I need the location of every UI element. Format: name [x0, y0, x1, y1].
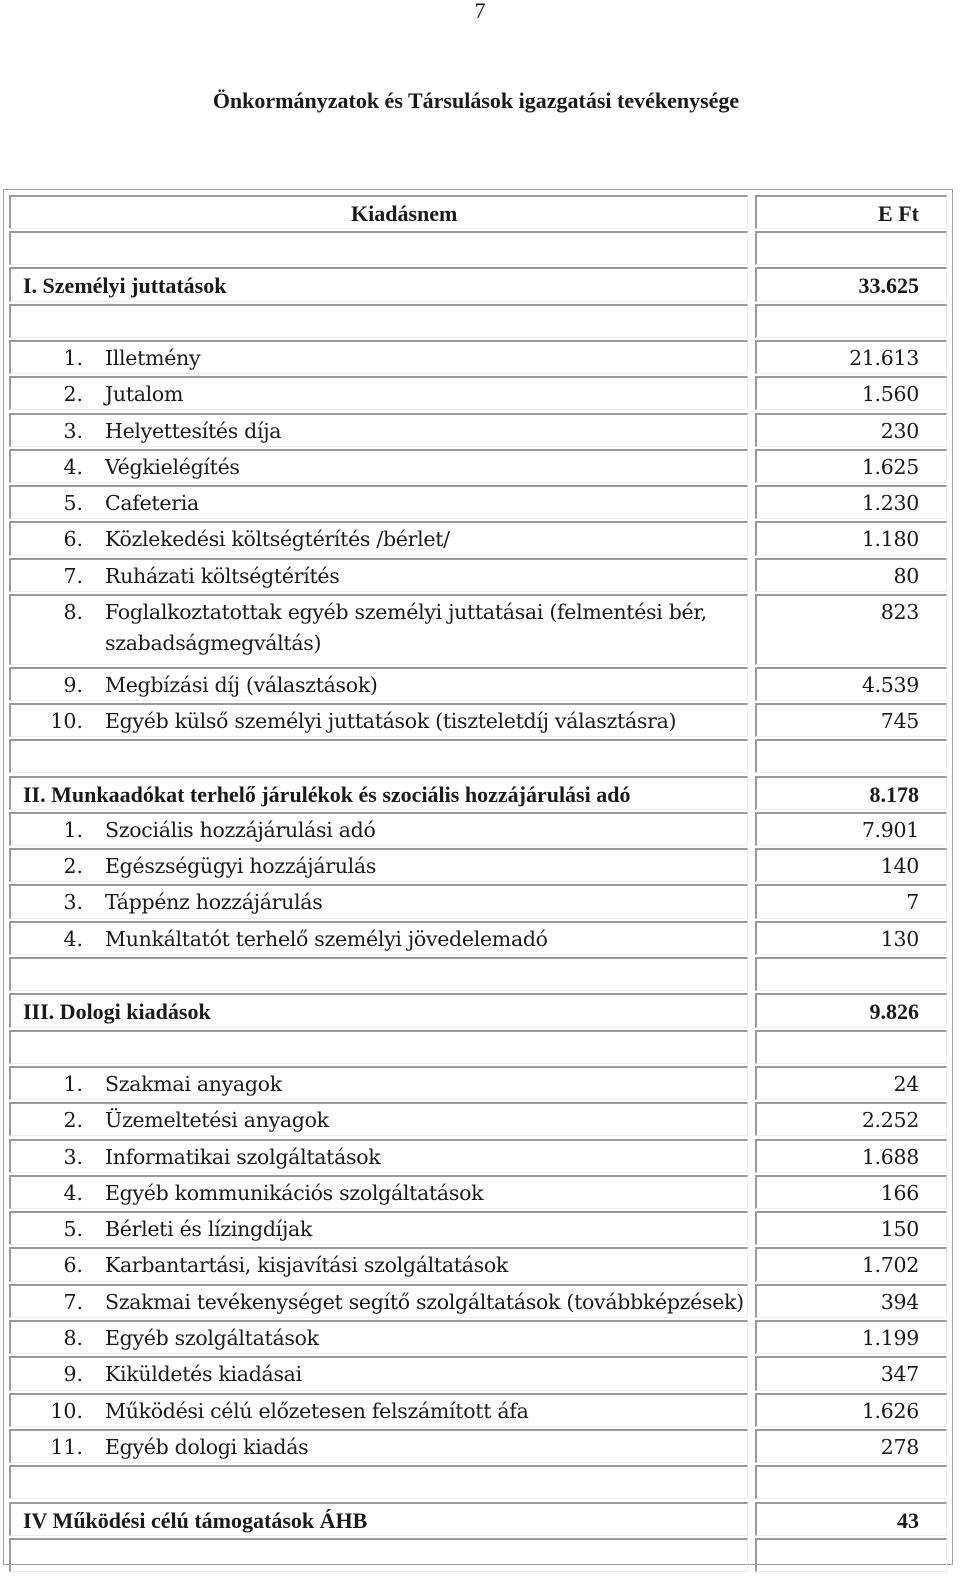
value-cell	[755, 594, 947, 665]
item-number: 3.	[63, 890, 83, 915]
item-label: Szakmai tevékenységet segítő szolgáltatások (továbbképzések)	[105, 1289, 744, 1314]
desc-cell	[9, 884, 748, 918]
section-total: 9.826	[869, 999, 919, 1025]
item-label: Helyettesítés díja	[105, 418, 282, 443]
item-value: 7	[906, 890, 919, 915]
table-row	[4, 1211, 952, 1245]
value-cell	[755, 1066, 947, 1100]
item-value: 1.199	[861, 1326, 919, 1350]
value-cell	[755, 449, 947, 483]
table-row	[4, 1102, 952, 1136]
item-number: 9.	[63, 1362, 83, 1387]
item-label: Működési célú előzetesen felszámított áfa	[105, 1398, 529, 1423]
document-title: Önkormányzatok és Társulások igazgatási tevékenysége	[212, 88, 740, 113]
value-cell	[755, 739, 947, 773]
table-row	[4, 921, 952, 955]
item-number: 8.	[63, 600, 83, 624]
section-row	[4, 993, 952, 1027]
value-cell	[755, 1102, 947, 1136]
value-cell	[755, 1356, 947, 1390]
section-total: 43	[897, 1507, 919, 1533]
section-title: I. Személyi juttatások	[23, 273, 227, 299]
table-row	[4, 376, 952, 410]
item-value: 80	[893, 563, 919, 588]
value-cell	[755, 413, 947, 447]
table-row	[4, 812, 952, 846]
item-value: 4.539	[861, 672, 919, 697]
desc-cell	[9, 1465, 748, 1499]
item-label: Szociális hozzájárulási adó	[105, 817, 376, 842]
item-label: Ruházati költségtérítés	[105, 563, 340, 588]
item-value: 21.613	[849, 345, 919, 370]
item-label-continued: szabadságmegváltás)	[105, 631, 322, 655]
item-number: 7.	[63, 563, 83, 588]
table-row	[4, 884, 952, 918]
item-number: 1.	[63, 345, 83, 370]
blank-row	[4, 304, 952, 338]
value-cell	[755, 1429, 947, 1463]
item-number: 6.	[63, 1253, 83, 1278]
value-cell	[755, 776, 947, 810]
desc-cell	[9, 1211, 748, 1245]
desc-cell	[9, 376, 748, 410]
item-number: 11.	[50, 1434, 83, 1459]
table-row	[4, 485, 952, 519]
value-cell	[755, 1139, 947, 1173]
value-cell	[755, 1175, 947, 1209]
table-row	[4, 340, 952, 374]
item-label: Egyéb szolgáltatások	[105, 1326, 319, 1350]
item-number: 1.	[63, 1071, 83, 1096]
item-label: Cafeteria	[105, 491, 199, 516]
blank-row	[4, 1030, 952, 1064]
desc-cell	[9, 1356, 748, 1390]
desc-cell	[9, 485, 748, 519]
desc-cell	[9, 340, 748, 374]
item-label: Illetmény	[105, 345, 201, 370]
item-label: Foglalkoztatottak egyéb személyi juttatásai (felmentési bér,	[105, 600, 707, 624]
header-desc-cell	[9, 195, 748, 229]
item-number: 10.	[50, 1398, 83, 1423]
item-label: Bérleti és lízingdíjak	[105, 1217, 313, 1242]
table-header-row	[4, 195, 952, 229]
item-value: 394	[880, 1289, 919, 1314]
value-cell	[755, 340, 947, 374]
item-value: 140	[880, 854, 919, 879]
desc-cell	[9, 413, 748, 447]
section-row	[4, 776, 952, 810]
table-row	[4, 1356, 952, 1390]
value-cell	[755, 884, 947, 918]
desc-cell	[9, 449, 748, 483]
value-cell	[755, 848, 947, 882]
value-cell	[755, 1393, 947, 1427]
value-cell	[755, 1284, 947, 1318]
section-total: 8.178	[869, 781, 919, 807]
table-row	[4, 1175, 952, 1209]
blank-row	[4, 1538, 952, 1572]
desc-cell	[9, 594, 748, 665]
page-number: 7	[474, 0, 486, 23]
desc-cell	[9, 739, 748, 773]
section-title: II. Munkaadókat terhelő járulékok és szociális hozzájárulási adó	[23, 781, 631, 807]
desc-cell	[9, 776, 748, 810]
item-label: Egyéb dologi kiadás	[105, 1434, 309, 1459]
header-eft: E Ft	[878, 201, 919, 226]
value-cell	[755, 1320, 947, 1354]
table-row	[4, 1247, 952, 1281]
desc-cell	[9, 667, 748, 701]
desc-cell	[9, 1502, 748, 1536]
item-value: 130	[880, 926, 919, 951]
item-value: 1.702	[861, 1253, 919, 1278]
value-cell	[755, 1502, 947, 1536]
item-number: 7.	[63, 1289, 83, 1314]
desc-cell	[9, 848, 748, 882]
blank-row	[4, 739, 952, 773]
item-number: 10.	[50, 708, 83, 733]
value-cell	[755, 485, 947, 519]
item-number: 6.	[63, 527, 83, 552]
item-value: 745	[880, 708, 919, 733]
value-cell	[755, 267, 947, 301]
desc-cell	[9, 957, 748, 991]
desc-cell	[9, 1102, 748, 1136]
value-cell	[755, 1465, 947, 1499]
header-kiadasnem: Kiadásnem	[351, 201, 458, 226]
item-label: Üzemeltetési anyagok	[105, 1108, 329, 1133]
value-cell	[755, 1538, 947, 1572]
desc-cell	[9, 1393, 748, 1427]
item-label: Egyéb kommunikációs szolgáltatások	[105, 1180, 484, 1205]
value-cell	[755, 304, 947, 338]
item-label: Egészségügyi hozzájárulás	[105, 854, 377, 879]
item-value: 1.688	[861, 1144, 919, 1169]
table-row	[4, 667, 952, 701]
table-row	[4, 558, 952, 592]
value-cell	[755, 1030, 947, 1064]
item-number: 9.	[63, 672, 83, 697]
table-row	[4, 703, 952, 737]
item-value: 230	[880, 418, 919, 443]
table-row	[4, 1429, 952, 1463]
blank-row	[4, 231, 952, 265]
item-number: 5.	[63, 1217, 83, 1242]
section-title: IV Működési célú támogatások ÁHB	[23, 1507, 368, 1533]
desc-cell	[9, 1030, 748, 1064]
desc-cell	[9, 1247, 748, 1281]
desc-cell	[9, 1066, 748, 1100]
item-value: 7.901	[861, 817, 919, 842]
item-label: Munkáltatót terhelő személyi jövedelemadó	[105, 926, 548, 951]
header-val-cell	[755, 195, 947, 229]
desc-cell	[9, 921, 748, 955]
desc-cell	[9, 812, 748, 846]
item-number: 3.	[63, 1144, 83, 1169]
table-row	[4, 521, 952, 555]
item-value: 1.560	[861, 382, 919, 407]
section-title: III. Dologi kiadások	[23, 999, 211, 1025]
item-label: Jutalom	[105, 382, 184, 407]
expense-table	[3, 189, 953, 1565]
item-label: Informatikai szolgáltatások	[105, 1144, 381, 1169]
item-value: 347	[880, 1362, 919, 1387]
value-cell	[755, 703, 947, 737]
table-row	[4, 1393, 952, 1427]
item-number: 5.	[63, 491, 83, 516]
value-cell	[755, 231, 947, 265]
desc-cell	[9, 1429, 748, 1463]
item-number: 2.	[63, 854, 83, 879]
value-cell	[755, 521, 947, 555]
item-value: 24	[893, 1071, 919, 1096]
item-value: 1.230	[861, 491, 919, 516]
item-number: 2.	[63, 382, 83, 407]
item-value: 1.625	[861, 454, 919, 479]
desc-cell	[9, 558, 748, 592]
value-cell	[755, 376, 947, 410]
desc-cell	[9, 703, 748, 737]
item-value: 278	[880, 1434, 919, 1459]
value-cell	[755, 558, 947, 592]
item-value: 166	[880, 1180, 919, 1205]
desc-cell	[9, 1284, 748, 1318]
item-number: 8.	[63, 1326, 83, 1350]
item-number: 4.	[63, 1180, 83, 1205]
item-value: 1.626	[861, 1398, 919, 1423]
item-number: 2.	[63, 1108, 83, 1133]
item-label: Kiküldetés kiadásai	[105, 1362, 302, 1387]
item-number: 4.	[63, 926, 83, 951]
table-row	[4, 1066, 952, 1100]
desc-cell	[9, 1139, 748, 1173]
table-row	[4, 594, 952, 665]
blank-row	[4, 1465, 952, 1499]
desc-cell	[9, 304, 748, 338]
item-value: 823	[880, 600, 919, 624]
item-number: 3.	[63, 418, 83, 443]
blank-row	[4, 957, 952, 991]
table-row	[4, 1284, 952, 1318]
value-cell	[755, 667, 947, 701]
desc-cell	[9, 267, 748, 301]
value-cell	[755, 812, 947, 846]
desc-cell	[9, 1538, 748, 1572]
item-label: Megbízási díj (választások)	[105, 672, 378, 697]
desc-cell	[9, 1175, 748, 1209]
item-value: 150	[880, 1217, 919, 1242]
item-label: Szakmai anyagok	[105, 1071, 282, 1096]
item-label: Egyéb külső személyi juttatások (tiszteletdíj választásra)	[105, 708, 677, 733]
section-total: 33.625	[858, 273, 919, 299]
value-cell	[755, 1247, 947, 1281]
item-value: 1.180	[861, 527, 919, 552]
item-label: Táppénz hozzájárulás	[105, 890, 323, 915]
value-cell	[755, 921, 947, 955]
table-row	[4, 449, 952, 483]
value-cell	[755, 957, 947, 991]
value-cell	[755, 1211, 947, 1245]
table-row	[4, 1139, 952, 1173]
desc-cell	[9, 993, 748, 1027]
item-number: 4.	[63, 454, 83, 479]
item-number: 1.	[63, 817, 83, 842]
item-value: 2.252	[861, 1108, 919, 1133]
desc-cell	[9, 1320, 748, 1354]
item-label: Karbantartási, kisjavítási szolgáltatások	[105, 1253, 509, 1278]
item-label: Közlekedési költségtérítés /bérlet/	[105, 527, 450, 552]
table-row	[4, 848, 952, 882]
section-row	[4, 267, 952, 301]
table-row	[4, 413, 952, 447]
value-cell	[755, 993, 947, 1027]
section-row	[4, 1502, 952, 1536]
table-row	[4, 1320, 952, 1354]
desc-cell	[9, 231, 748, 265]
item-label: Végkielégítés	[105, 454, 240, 479]
desc-cell	[9, 521, 748, 555]
